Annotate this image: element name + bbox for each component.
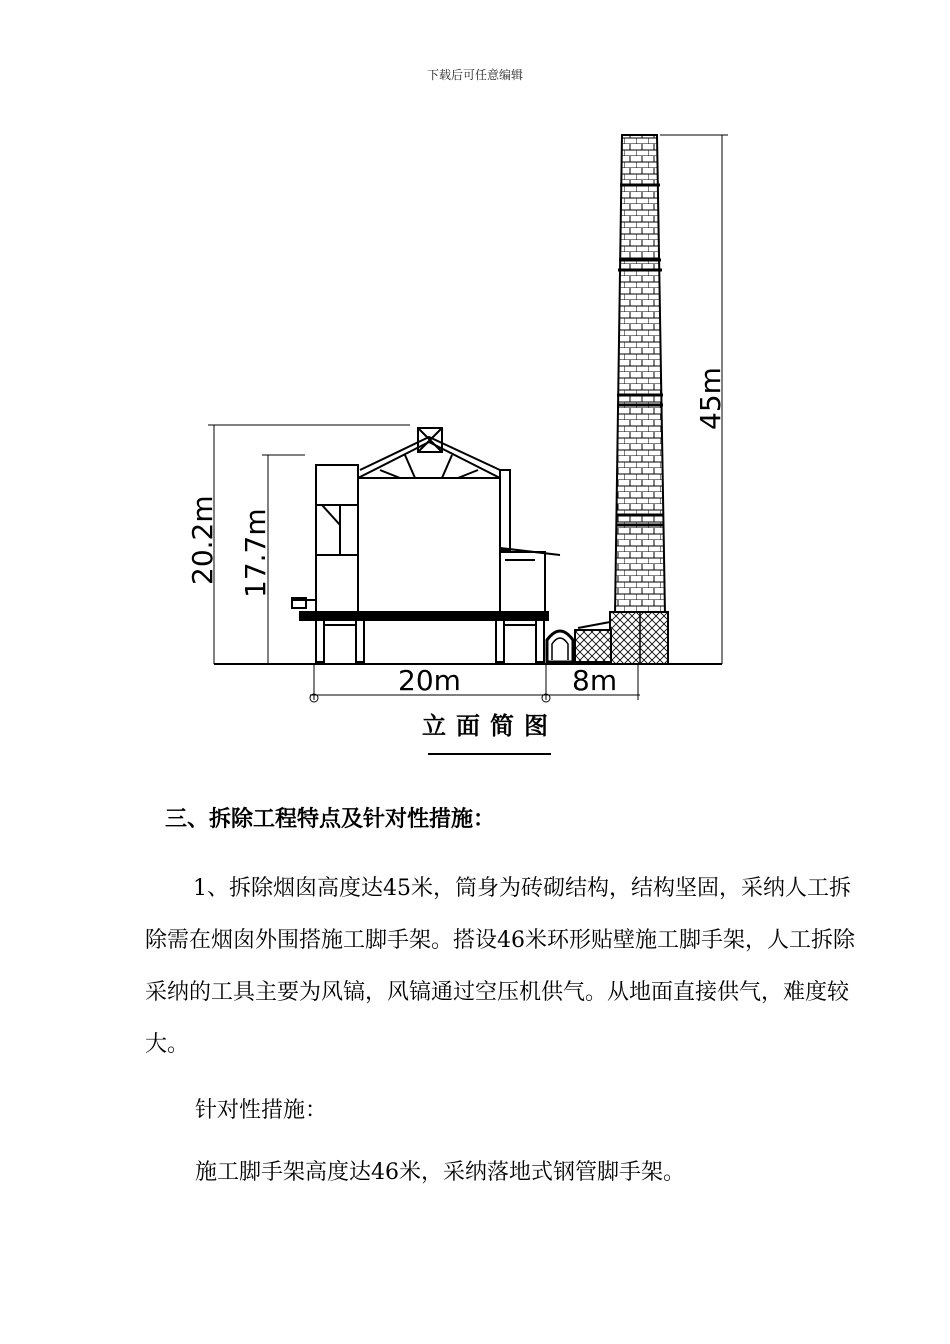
chimney <box>610 135 668 664</box>
paragraph-1-text: 1、拆除烟囱高度达45米，筒身为砖砌结构，结构坚固，采纳人工拆除需在烟囱外围搭施工脚手架。搭设46米环形贴壁施工脚手架，人工拆除采纳的工具主要为风镐，风镐通过空压机供气。从地面直接供气，难度较大。 <box>145 876 855 1057</box>
dim-20-2m-label: 20.2m <box>186 495 219 585</box>
dim-45m-label: 45m <box>694 367 727 430</box>
page-header: 下载后可任意编辑 <box>426 68 523 82</box>
caption-underline <box>428 753 551 755</box>
measures-text: 施工脚手架高度达46米，采纳落地式钢管脚手架。 <box>195 1160 685 1185</box>
dim-8m-label: 8m <box>572 664 618 697</box>
figure-caption: 立面简图 <box>422 711 558 740</box>
dim-20m-label: 20m <box>398 664 461 697</box>
paragraph-1 <box>145 863 855 1071</box>
measures-label: 针对性措施： <box>195 1098 328 1123</box>
flue-duct <box>547 622 611 662</box>
section-title: 三、拆除工程特点及针对性措施： <box>165 807 496 832</box>
dim-17-7m-label: 17.7m <box>239 508 272 598</box>
